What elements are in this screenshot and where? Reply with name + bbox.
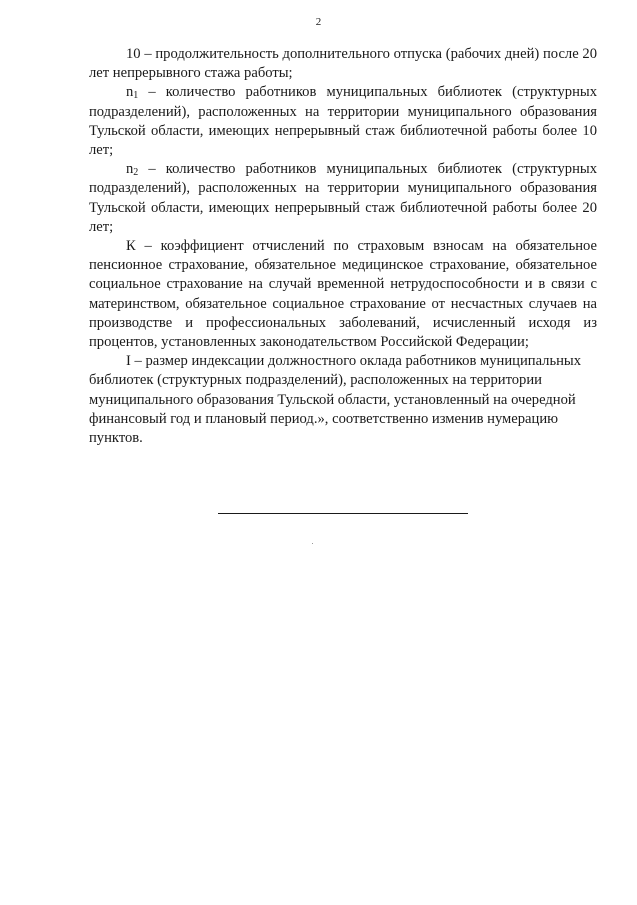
page-number: 2	[315, 16, 322, 28]
variable-n2-subscript: 2	[133, 167, 139, 179]
end-separator-line	[218, 513, 468, 514]
variable-n2-text: – количество работников муниципальных библиотек (структурных подразделений), расположенных на территории муниципального образования Тульской области, имеющих непрерывный стаж библиотечной работы более 20 лет;	[89, 161, 597, 235]
paragraph-n1-definition	[89, 83, 597, 160]
variable-n1-text: – количество работников муниципальных библиотек (структурных подразделений), расположенных на территории муниципального образования Тульской области, имеющих непрерывный стаж библиотечной работы более 10 лет;	[89, 84, 597, 159]
variable-n1-symbol: n	[126, 84, 134, 101]
document-body	[89, 45, 597, 448]
paragraph-vacation-days: 10 – продолжительность дополнительного отпуска (рабочих дней) после 20 лет непрерывного стажа работы;	[89, 46, 597, 82]
scan-speck	[312, 543, 313, 544]
paragraph-n2-definition	[89, 160, 597, 237]
variable-n1-subscript: 1	[133, 90, 139, 102]
variable-n2-symbol: n	[126, 161, 134, 178]
paragraph-k-coefficient: К – коэффициент отчислений по страховым взносам на обязательное пенсионное страхование, обязательное медицинское страхование, обязательное социальное страхование на случай временной нетрудоспособности и в связи с материнством, обязательное социальное страхование от несчастных случаев на производстве и профессиональных заболеваний, исчисленный исходя из процентов, установленных законодательством Российской Федерации;	[89, 238, 597, 351]
paragraph-indexation: I – размер индексации должностного оклада работников муниципальных библиотек (структурных подразделений), расположенных на территории муниципального образования Тульской области, установленный на очередной финансовый год и плановый период.», соответственно изменив нумерацию пунктов.	[89, 353, 582, 447]
